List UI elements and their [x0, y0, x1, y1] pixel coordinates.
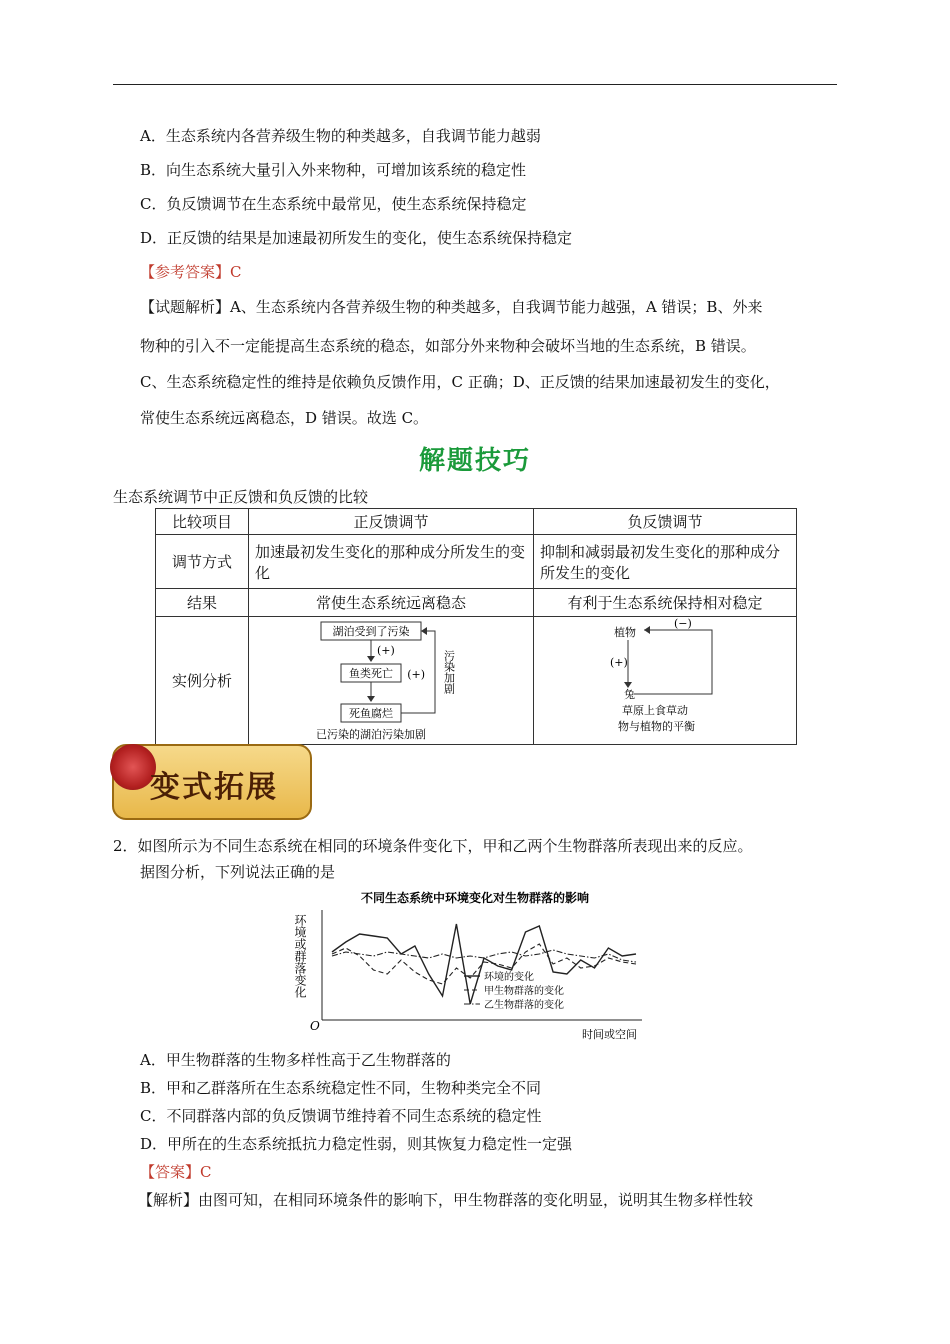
- option-d: D．正反馈的结果是加速最初所发生的变化，使生态系统保持稳定: [140, 229, 573, 247]
- header-item: 比较项目: [156, 509, 249, 535]
- fish-rot-label: 死鱼腐烂: [349, 706, 393, 720]
- positive-result: 常使生态系统远离稳态: [249, 589, 534, 617]
- comparison-table: [155, 508, 797, 745]
- option-c: C．负反馈调节在生态系统中最常见，使生态系统保持稳定: [140, 195, 527, 213]
- option-b: B．向生态系统大量引入外来物种，可增加该系统的稳定性: [140, 161, 527, 179]
- q2-option-a: A．甲生物群落的生物多样性高于乙生物群落的: [140, 1051, 451, 1069]
- row-method-label: 调节方式: [156, 535, 249, 589]
- header-negative: 负反馈调节: [534, 509, 797, 535]
- negative-caption-1: 草原上食草动: [622, 703, 688, 717]
- feedback-arrow-head: [421, 627, 427, 635]
- arrow-head-1: [367, 656, 375, 662]
- analysis-line-2: 物种的引入不一定能提高生态系统的稳态，如部分外来物种会破坏当地的生态系统，B 错误。: [140, 337, 756, 355]
- inhibit-arrow-head: [644, 626, 650, 634]
- chart-title: 不同生态系统中环境变化对生物群落的影响: [360, 891, 590, 905]
- ecosystem-chart: [292, 888, 658, 1040]
- analysis-line-1: 【试题解析】A、生态系统内各营养级生物的种类越多，自我调节能力越强，A 错误；B、外来: [140, 298, 763, 316]
- header-positive: 正反馈调节: [249, 509, 534, 535]
- origin-label: O: [310, 1019, 320, 1033]
- row-example-label: 实例分析: [156, 617, 249, 745]
- plant-label: 植物: [614, 625, 636, 639]
- minus-label: (−): [674, 617, 692, 630]
- q2-option-b: B．甲和乙群落所在生态系统稳定性不同，生物种类完全不同: [140, 1079, 542, 1097]
- legend-label-3: 乙生物群落的变化: [484, 1000, 564, 1011]
- row-result-label: 结果: [156, 589, 249, 617]
- negative-method: 抑制和减弱最初发生变化的那种成分所发生的变化: [534, 535, 797, 589]
- legend: [464, 970, 564, 1011]
- arrow-head-2: [367, 696, 375, 702]
- q2-answer: 【答案】C: [140, 1163, 212, 1181]
- q2-option-d: D．甲所在的生态系统抵抗力稳定性弱，则其恢复力稳定性一定强: [140, 1135, 573, 1153]
- q2-option-c: C．不同群落内部的负反馈调节维持着不同生态系统的稳定性: [140, 1107, 542, 1125]
- negative-result: 有利于生态系统保持相对稳定: [534, 589, 797, 617]
- question-2-line-1: 2．如图所示为不同生态系统在相同的环境条件变化下，甲和乙两个生物群落所表现出来的反应。: [113, 837, 753, 855]
- y-axis-label: 环境或群落变化: [293, 914, 307, 998]
- negative-feedback-diagram: [534, 617, 797, 745]
- plus-label-1: (+): [377, 643, 395, 657]
- option-a: A．生态系统内各营养级生物的种类越多，自我调节能力越弱: [140, 127, 541, 145]
- x-axis-label: 时间或空间: [582, 1028, 637, 1040]
- comparison-title: 生态系统调节中正反馈和负反馈的比较: [113, 488, 369, 506]
- reference-answer: 【参考答案】C: [140, 263, 242, 281]
- fish-death-label: 鱼类死亡: [349, 666, 393, 680]
- pollution-label: 湖泊受到了污染: [332, 624, 410, 638]
- analysis-line-3: C、生态系统稳定性的维持是依赖负反馈作用，C 正确；D、正反馈的结果加速最初发生的变化，: [140, 373, 780, 391]
- q2-analysis: 【解析】由图可知，在相同环境条件的影响下，甲生物群落的变化明显，说明其生物多样性较: [138, 1191, 754, 1209]
- rabbit-label: 兔: [624, 687, 635, 701]
- pollution-worsen-label: 污染加剧: [442, 649, 456, 694]
- badge-label: 变式拓展: [150, 770, 278, 805]
- plus-neg-label: (+): [610, 655, 628, 669]
- analysis-line-4: 常使生态系统远离稳态，D 错误。故选 C。: [140, 409, 429, 427]
- legend-label-1: 环境的变化: [484, 972, 534, 983]
- question-2-line-2: 据图分析，下列说法正确的是: [140, 863, 336, 881]
- plus-label-2: (+): [407, 667, 425, 681]
- positive-caption: 已污染的湖泊污染加剧: [316, 727, 426, 741]
- section-title: 解题技巧: [418, 446, 531, 476]
- positive-method: 加速最初发生变化的那种成分所发生的变化: [249, 535, 534, 589]
- inhibit-loop: [634, 630, 712, 694]
- top-rule: [113, 84, 837, 85]
- legend-label-2: 甲生物群落的变化: [484, 986, 564, 997]
- variant-extension-badge: [112, 744, 312, 820]
- positive-feedback-diagram: [249, 617, 534, 745]
- negative-caption-2: 物与植物的平衡: [618, 719, 695, 733]
